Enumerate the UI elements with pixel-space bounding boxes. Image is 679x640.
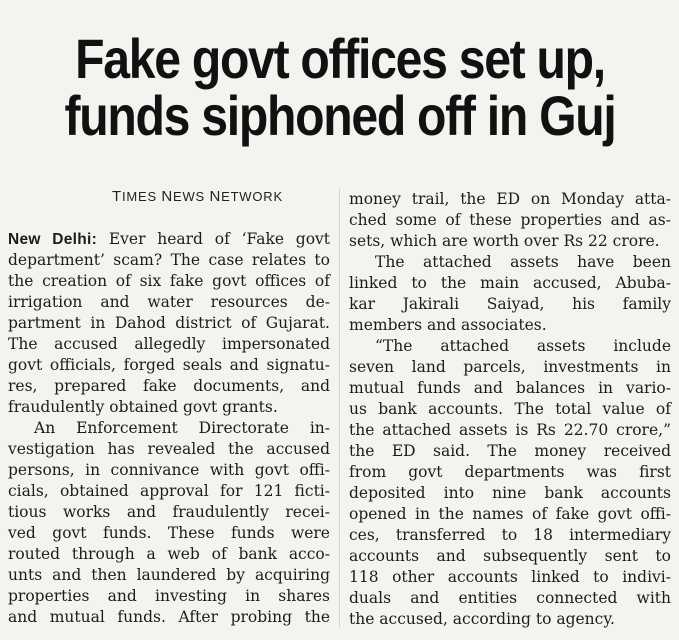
text-line: The attached assets have been: [375, 253, 671, 271]
text-line: “The attached assets include: [375, 337, 671, 355]
text-line: ched some of these properties and as-: [349, 211, 671, 229]
text-line: ved govt funds. These funds were: [8, 524, 330, 542]
text-line: cials, obtained approval for 121 ficti-: [8, 482, 330, 500]
text-line: kar Jakirali Saiyad, his family: [349, 295, 671, 313]
text-line: from govt departments was first: [349, 463, 671, 481]
text-line: persons, in connivance with govt offi-: [8, 461, 330, 479]
text-line: The accused allegedly impersonated: [8, 335, 330, 353]
text-line: An Enforcement Directorate in-: [34, 419, 330, 437]
column-divider: [339, 188, 340, 628]
text-line: vestigation has revealed the accused: [8, 440, 330, 458]
text-line: sets, which are worth over Rs 22 crore.: [349, 232, 660, 250]
text-line: mutual funds and balances in vario-: [349, 379, 671, 397]
text-line: [8, 229, 330, 250]
text-line: members and associates.: [349, 316, 547, 334]
text-line: ces, transferred to 18 intermediary: [349, 526, 671, 544]
text-line: deposited into nine bank accounts: [349, 484, 671, 502]
text-line: money trail, the ED on Monday atta-: [349, 190, 671, 208]
text-line: partment in Dahod district of Gujarat.: [8, 314, 330, 332]
article-column-right: [349, 189, 671, 630]
text-line: department’ scam? The case relates to: [8, 251, 330, 269]
text-line: linked to the main accused, Abuba-: [349, 274, 671, 292]
text-line: govt officials, forged seals and signatu-: [8, 356, 330, 374]
text-line: routed through a web of bank acco-: [8, 545, 330, 563]
text-line: the ED said. The money received: [349, 442, 671, 460]
headline-line-2: funds siphoned off in Guj: [64, 84, 616, 147]
headline-line-1: Fake govt offices set up,: [75, 27, 605, 90]
dateline: New Delhi:: [8, 231, 98, 248]
text-line: the attached assets is Rs 22.70 crore,”: [349, 421, 671, 439]
text-line: opened in the names of fake govt offi-: [349, 505, 671, 523]
text-line: irrigation and water resources de-: [8, 293, 330, 311]
byline: TIMES NEWS NETWORK: [112, 188, 283, 205]
article-column-left: [8, 229, 330, 628]
text-line: res, prepared fake documents, and: [8, 377, 330, 395]
text-line: tious works and fraudulently recei-: [8, 503, 330, 521]
text-line: us bank accounts. The total value of: [349, 400, 671, 418]
text-line: duals and entities connected with: [349, 589, 671, 607]
text-line: the creation of six fake govt offices of: [8, 272, 330, 290]
headline: [54, 27, 625, 147]
text-line: properties and investing in shares: [8, 587, 330, 605]
text-line-content: Ever heard of ‘Fake govt: [97, 230, 331, 248]
text-line: unts and then laundered by acquiring: [8, 566, 330, 584]
text-line: fraudulently obtained govt grants.: [8, 398, 278, 416]
text-line: seven land parcels, investments in: [349, 358, 671, 376]
text-line: and mutual funds. After probing the: [8, 608, 330, 626]
text-line: accounts and subsequently sent to: [349, 547, 671, 565]
text-line: the accused, according to agency.: [349, 610, 615, 628]
text-line: 118 other accounts linked to indivi-: [349, 568, 671, 586]
